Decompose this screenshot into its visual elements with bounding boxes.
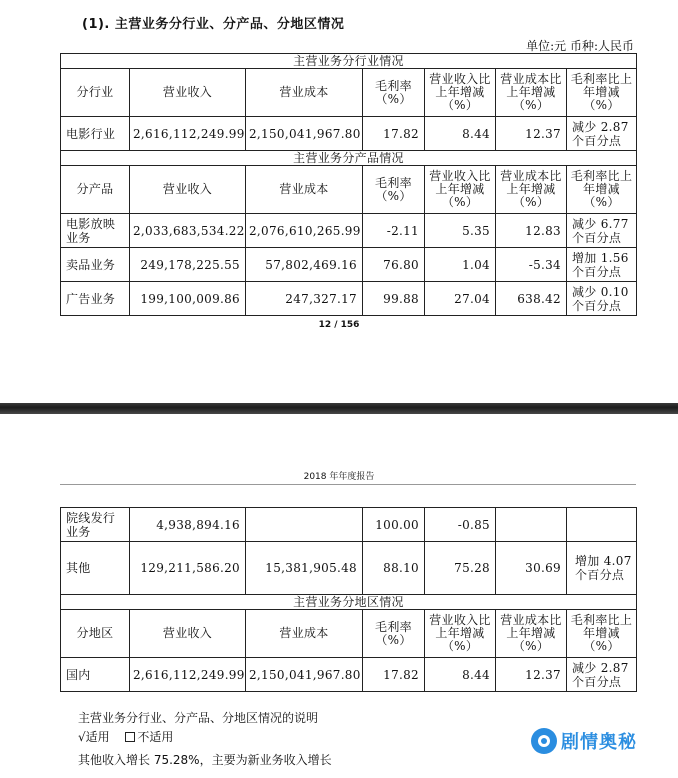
row-margin: 88.10 (363, 542, 425, 595)
row-margin: 17.82 (363, 117, 425, 151)
table-caption-product: 主营业务分产品情况 (61, 151, 637, 166)
header-margin: 毛利率（%） (363, 610, 425, 658)
row-name: 卖品业务 (61, 248, 130, 282)
row-name: 其他 (61, 542, 130, 595)
row-rev-change: 8.44 (425, 117, 496, 151)
row-revenue: 129,211,586.20 (130, 542, 246, 595)
row-margin-change: 增加 4.07 个百分点 (567, 542, 637, 595)
row-margin: -2.11 (363, 214, 425, 248)
row-margin: 17.82 (363, 658, 425, 692)
header-cost-change: 营业成本比上年增减（%） (496, 166, 567, 214)
header-rev-change: 营业收入比上年增减（%） (425, 166, 496, 214)
row-cost-change: -5.34 (496, 248, 567, 282)
table-row (61, 117, 637, 151)
row-cost-change: 12.37 (496, 658, 567, 692)
row-rev-change: -0.85 (425, 508, 496, 542)
watermark (531, 728, 637, 754)
segment-table-page-2 (60, 507, 637, 692)
row-cost-change: 12.37 (496, 117, 567, 151)
report-header: 2018 年年度报告 (303, 472, 375, 482)
row-cost: 247,327.17 (246, 282, 363, 316)
header-margin: 毛利率（%） (363, 166, 425, 214)
header-cost: 营业成本 (246, 166, 363, 214)
row-name: 院线发行业务 (61, 508, 130, 542)
row-margin-change: 减少 0.10 个百分点 (567, 282, 637, 316)
row-revenue: 2,616,112,249.99 (130, 658, 246, 692)
header-revenue: 营业收入 (130, 610, 246, 658)
page-number: 12 / 156 (318, 320, 360, 330)
table-row (61, 542, 637, 595)
row-name: 电影行业 (61, 117, 130, 151)
table-row (61, 508, 637, 542)
header-margin-change: 毛利率比上年增减（%） (567, 166, 637, 214)
table-row (61, 658, 637, 692)
row-cost: 2,076,610,265.99 (246, 214, 363, 248)
row-revenue: 199,100,009.86 (130, 282, 246, 316)
row-cost: 57,802,469.16 (246, 248, 363, 282)
row-margin: 76.80 (363, 248, 425, 282)
row-name: 电影放映业务 (61, 214, 130, 248)
row-margin-change: 减少 2.87 个百分点 (567, 117, 637, 151)
watermark-logo-icon (531, 728, 557, 754)
header-rule (60, 484, 636, 485)
notes-text: 其他收入增长 75.28%，主要为新业务收入增长 (78, 753, 332, 767)
row-margin: 99.88 (363, 282, 425, 316)
row-cost: 2,150,041,967.80 (246, 658, 363, 692)
header-rev-change: 营业收入比上年增减（%） (425, 610, 496, 658)
row-rev-change: 8.44 (425, 658, 496, 692)
row-name: 国内 (61, 658, 130, 692)
row-cost-change (496, 508, 567, 542)
row-cost-change: 12.83 (496, 214, 567, 248)
watermark-text: 剧情奥秘 (561, 732, 637, 753)
row-name: 广告业务 (61, 282, 130, 316)
table-row (61, 282, 637, 316)
row-margin-change: 减少 6.77 个百分点 (567, 214, 637, 248)
not-applicable-option: 不适用 (137, 730, 174, 744)
header-cost-change: 营业成本比上年增减（%） (496, 610, 567, 658)
header-margin: 毛利率（%） (363, 69, 425, 117)
header-cost: 营业成本 (246, 610, 363, 658)
segment-table-page-1 (60, 53, 637, 316)
table-caption-industry: 主营业务分行业情况 (61, 54, 637, 69)
row-revenue: 2,616,112,249.99 (130, 117, 246, 151)
table-row (61, 214, 637, 248)
row-margin-change (567, 508, 637, 542)
row-rev-change: 5.35 (425, 214, 496, 248)
header-dimension: 分行业 (61, 69, 130, 117)
header-revenue: 营业收入 (130, 69, 246, 117)
row-rev-change: 1.04 (425, 248, 496, 282)
applicable-option: √适用 (78, 730, 110, 744)
row-cost-change: 30.69 (496, 542, 567, 595)
row-cost-change: 638.42 (496, 282, 567, 316)
row-cost: 2,150,041,967.80 (246, 117, 363, 151)
header-cost-change: 营业成本比上年增减（%） (496, 69, 567, 117)
page-divider (0, 403, 678, 414)
row-margin-change: 增加 1.56 个百分点 (567, 248, 637, 282)
header-margin-change: 毛利率比上年增减（%） (567, 610, 637, 658)
row-cost (246, 508, 363, 542)
row-rev-change: 75.28 (425, 542, 496, 595)
notes-title: 主营业务分行业、分产品、分地区情况的说明 (78, 711, 319, 725)
row-revenue: 2,033,683,534.22 (130, 214, 246, 248)
row-revenue: 249,178,225.55 (130, 248, 246, 282)
unit-line: 单位:元 币种:人民币 (526, 39, 634, 53)
applicability-line (78, 728, 173, 745)
header-dimension: 分产品 (61, 166, 130, 214)
row-cost: 15,381,905.48 (246, 542, 363, 595)
table-caption-region: 主营业务分地区情况 (61, 595, 637, 610)
header-revenue: 营业收入 (130, 166, 246, 214)
header-rev-change: 营业收入比上年增减（%） (425, 69, 496, 117)
row-margin: 100.00 (363, 508, 425, 542)
header-dimension: 分地区 (61, 610, 130, 658)
section-title: (1). 主营业务分行业、分产品、分地区情况 (82, 17, 345, 32)
row-rev-change: 27.04 (425, 282, 496, 316)
header-cost: 营业成本 (246, 69, 363, 117)
unchecked-box-icon (125, 732, 135, 742)
row-revenue: 4,938,894.16 (130, 508, 246, 542)
table-row (61, 248, 637, 282)
header-margin-change: 毛利率比上年增减（%） (567, 69, 637, 117)
row-margin-change: 减少 2.87 个百分点 (567, 658, 637, 692)
